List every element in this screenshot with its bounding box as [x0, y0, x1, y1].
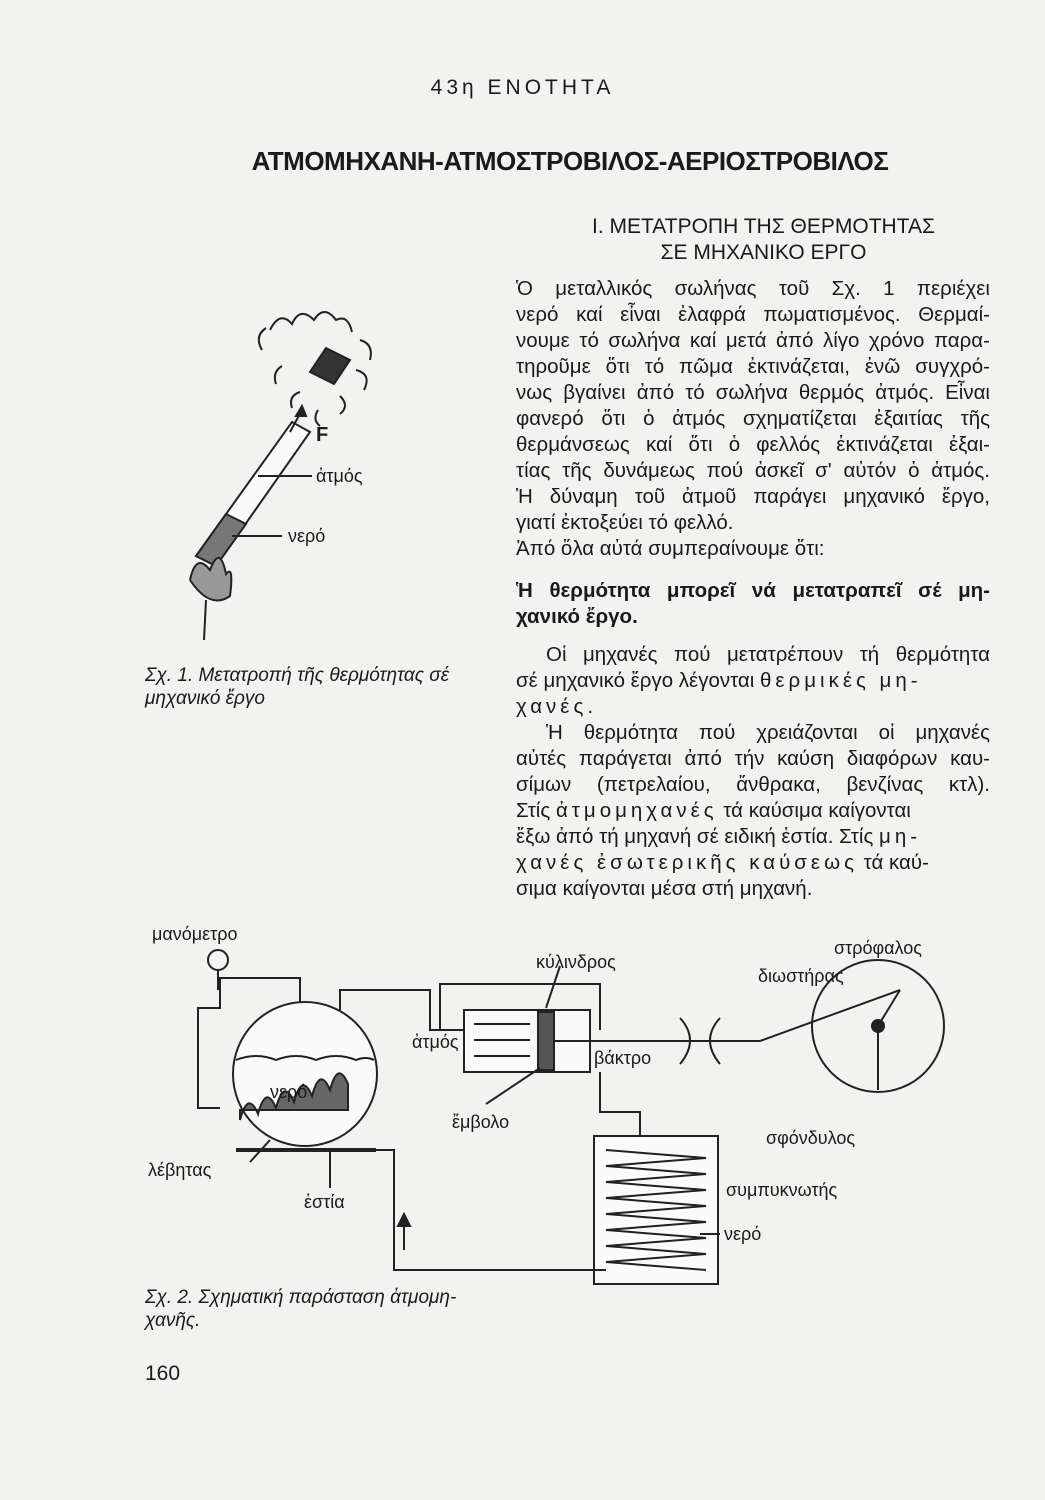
return-arrowhead	[398, 1214, 410, 1226]
emphasized-term: μη-	[879, 825, 922, 848]
section-title-line: ΣΕ ΜΗΧΑΝΙΚΟ ΕΡΓΟ	[660, 241, 867, 264]
body-line: φανερό ὅτι ὁ ἀτμός σχηματίζεται ἐξαιτίας τῆς	[516, 407, 990, 430]
conclusion-line: χανικό ἔργο.	[516, 605, 638, 628]
emphasized-term: χανές ἐσωτερικῆς καύσεως	[516, 851, 858, 874]
page-number: 160	[145, 1362, 181, 1385]
boiler-water-label: νερό	[270, 1082, 308, 1102]
body-text: σέ μηχανικό ἔργο λέγονται	[516, 669, 755, 692]
chapter-heading: 43η ΕΝΟΤΗΤΑ	[430, 76, 615, 99]
steam-label: ἀτμός	[412, 1032, 459, 1052]
conclusion-line: Ἡ θερμότητα μπορεῖ νά μετατραπεῖ σέ μη-	[516, 579, 990, 602]
body-text: ἔξω ἀπό τή μηχανή σέ ειδική ἑστία. Στίς	[516, 825, 874, 848]
boiler-label: λέβητας	[148, 1160, 212, 1180]
emphasized-term: θερμικές μη-	[760, 669, 922, 692]
body-text: τά καύ-	[863, 851, 929, 874]
hearth-label: ἑστία	[304, 1192, 345, 1212]
body-line: νουμε τό σωλήνα καί μετά ἀπό λίγο χρόνο παρα-	[516, 329, 990, 352]
exhaust-pipe	[600, 1072, 640, 1140]
crank-label: στρόφαλος	[834, 938, 922, 958]
piston-label: ἔμβολο	[452, 1112, 510, 1132]
flywheel-label: σφόνδυλος	[766, 1128, 856, 1148]
rod-label: βάκτρο	[594, 1048, 652, 1068]
crank	[878, 990, 900, 1026]
condenser-label: συμπυκνωτής	[726, 1180, 838, 1200]
body-line: νως βγαίνει ἀπό τό σωλήνα θερμός ἀτμός. Εἶναι	[516, 381, 990, 404]
body-line: θερμάνσεως καί ὅτι ὁ φελλός ἐκτινάζεται ἐξαι-	[516, 433, 990, 456]
emphasized-term: χανές.	[516, 695, 598, 718]
steam-pipe	[340, 990, 464, 1030]
figure-2-caption	[145, 1286, 456, 1332]
body-line: Ἡ δύναμη τοῦ ἀτμοῦ παράγει μηχανικό ἔργο,	[516, 485, 990, 508]
manometer	[208, 950, 228, 970]
cylinder-label: κύλινδρος	[536, 952, 616, 972]
body-line: γιατί ἐκτοξεύει τό φελλό.	[516, 511, 734, 534]
body-line: σιμα καίγονται μέσα στή μηχανή.	[516, 877, 813, 900]
body-line: Ἀπό ὅλα αὐτά συμπεραίνουμε ὅτι:	[516, 537, 825, 560]
body-line: τίας τῆς δυνάμεως πού ἀσκεῖ σ' αὐτόν ὁ ἀτμός.	[516, 459, 990, 482]
caption-line: χανῆς.	[145, 1310, 201, 1331]
manometer-label: μανόμετρο	[152, 924, 238, 944]
force-label: F	[316, 424, 329, 446]
caption-line: Σχ. 2. Σχηματική παράσταση ἀτμομη-	[145, 1287, 457, 1308]
body-line: Ἡ θερμότητα πού χρειάζονται οἱ μηχανές	[546, 721, 990, 744]
body-line: σίμων (πετρελαίου, ἄνθρακα, βενζίνας κτλ).	[516, 773, 990, 796]
body-text: τά καύσιμα καίγονται	[723, 799, 911, 822]
body-line: αὐτές παράγεται ἀπό τήν καύση διαφόρων καυ-	[516, 747, 990, 770]
piston	[538, 1012, 554, 1070]
body-text: Στίς	[516, 799, 551, 822]
section-title-line: Ι. ΜΕΤΑΤΡΟΠΗ ΤΗΣ ΘΕΡΜΟΤΗΤΑΣ	[592, 215, 935, 238]
body-line: Ὁ μεταλλικός σωλήνας τοῦ Σχ. 1 περιέχει	[516, 277, 990, 300]
emphasized-term: ἀτμομηχανές	[555, 799, 718, 822]
body-line: Οἱ μηχανές πού μετατρέπουν τή θερμότητα	[546, 643, 990, 666]
steam-label: ἀτμός	[316, 466, 363, 486]
return-pipe	[364, 1150, 606, 1270]
page-title: ΑΤΜΟΜΗΧΑΝΗ-ΑΤΜΟΣΤΡΟΒΙΛΟΣ-ΑΕΡΙΟΣΤΡΟΒΙΛΟΣ	[251, 146, 889, 176]
caption-line: μηχανικό ἔργο	[145, 688, 265, 709]
caption-line: Σχ. 1. Μετατροπή τῆς θερμότητας σέ	[145, 665, 450, 686]
connecting-rod-label: διωστήρας	[758, 966, 844, 986]
water-label: νερό	[288, 526, 326, 546]
condenser-water-label: νερό	[724, 1224, 762, 1244]
leader-piston	[486, 1068, 540, 1104]
boiler	[233, 1002, 377, 1146]
body-line: τηροῦμε ὅτι τό πῶμα ἐκτινάζεται, ἐνῶ συγχρό-	[516, 355, 990, 378]
body-line: νερό καί εἶναι ἐλαφρά πωματισμένος. Θερμαί-	[516, 303, 990, 326]
